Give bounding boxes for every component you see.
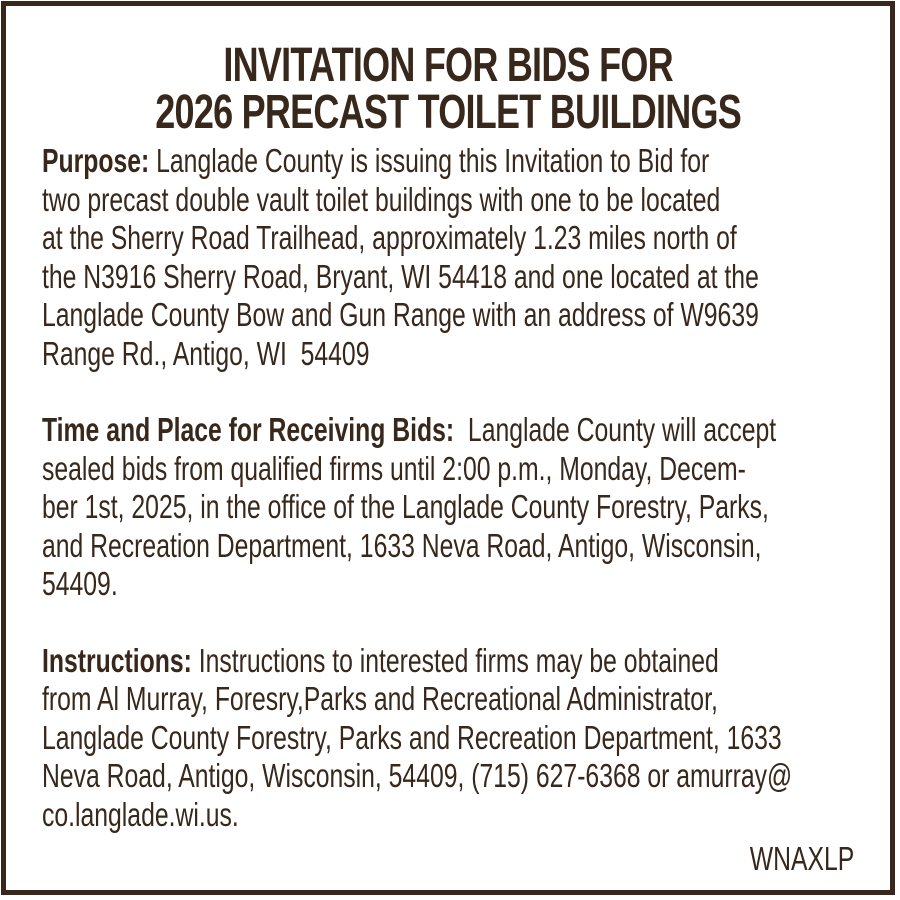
wnaxlp-tag: WNAXLP bbox=[749, 840, 855, 877]
text-line: and Recreation Department, 1633 Neva Road, Antigo, Wisconsin, bbox=[42, 526, 762, 564]
time-place-line-1-text: Langlade County will accept bbox=[454, 411, 777, 448]
purpose-paragraph bbox=[42, 142, 854, 373]
text-line: Neva Road, Antigo, Wisconsin, 54409, (715) 627-6368 or amurray@ bbox=[42, 757, 793, 794]
text-line: ber 1st, 2025, in the office of the Langlade County Forestry, Parks, bbox=[42, 488, 769, 525]
text-line: sealed bids from qualified firms until 2:00 p.m., Monday, Decem- bbox=[42, 449, 746, 487]
text-line bbox=[42, 411, 854, 450]
text-line: at the Sherry Road Trailhead, approximately 1.23 miles north of bbox=[42, 219, 737, 256]
time-place-paragraph bbox=[42, 411, 854, 604]
notice-content bbox=[6, 39, 890, 879]
text-line: Langlade County Bow and Gun Range with an address of W9639 bbox=[42, 296, 759, 333]
text-line bbox=[42, 642, 854, 681]
instructions-line-1-text: Instructions to interested firms may be obtained bbox=[191, 641, 719, 679]
text-line: two precast double vault toilet buildings with one to be located bbox=[42, 180, 721, 218]
notice-title bbox=[42, 39, 854, 139]
title-line-1: INVITATION FOR BIDS FOR bbox=[223, 39, 673, 92]
text-line: co.langlade.wi.us. bbox=[42, 795, 239, 833]
text-line: Langlade County Forestry, Parks and Recreation Department, 1633 bbox=[42, 718, 782, 756]
text-line bbox=[42, 142, 854, 181]
title-line-2: 2026 PRECAST TOILET BUILDINGS bbox=[155, 86, 741, 139]
notice-border-box bbox=[1, 1, 895, 895]
text-line: 54409. bbox=[42, 565, 118, 602]
instructions-label: Instructions: bbox=[42, 641, 192, 679]
time-place-label: Time and Place for Receiving Bids: bbox=[42, 411, 455, 448]
purpose-label: Purpose: bbox=[42, 142, 150, 179]
purpose-line-1-text: Langlade County is issuing this Invitation to Bid for bbox=[149, 142, 710, 179]
text-line: the N3916 Sherry Road, Bryant, WI 54418 and one located at the bbox=[42, 257, 759, 295]
text-line: from Al Murray, Foresry,Parks and Recreational Administrator, bbox=[42, 680, 718, 717]
instructions-paragraph bbox=[42, 642, 854, 835]
text-line: Range Rd., Antigo, WI 54409 bbox=[42, 334, 370, 372]
